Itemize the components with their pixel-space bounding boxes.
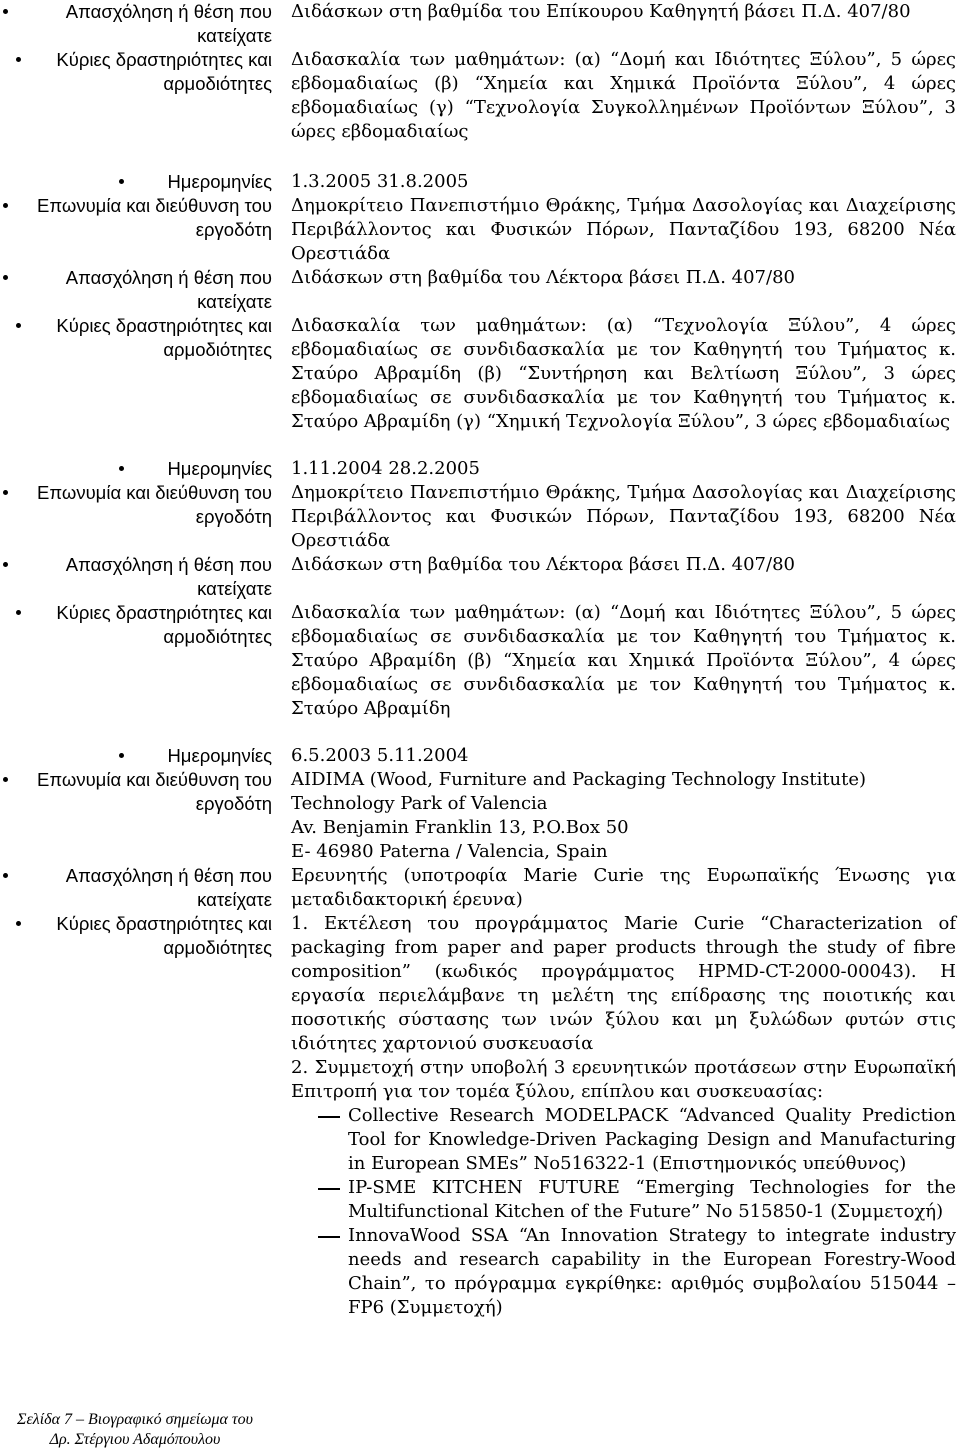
employer-line: AIDIMA (Wood, Furniture and Packaging Technology Institute) (291, 769, 867, 790)
employer-label: Επωνυμία και διεύθυνση του εργοδότη (0, 194, 272, 242)
dates-label: Ημερομηνίες (0, 457, 272, 481)
list-item (348, 1104, 956, 1176)
duty-paragraph: 1. Εκτέλεση του προγράμματος Marie Curie “Characterization of packaging from paper and paper products through the study of fibre composition” (κωδικός προγράμματος HPMD-CT-2000-00043). Η εργασία περιελάμβανε τη μελέτη της επίδρασης της ποιοτικής και ποσοτικής σύστασης των ινών ξύλου και μη ξυλώδων φυτών στις ιδιότητες χαρτονιού συσκευασία (291, 913, 956, 1054)
employer-row (0, 194, 960, 266)
employer-line: E- 46980 Paterna / Valencia, Spain (291, 841, 608, 862)
employer-label: Επωνυμία και διεύθυνση του εργοδότη (0, 481, 272, 529)
bullet-icon (16, 921, 21, 926)
bullet-icon (16, 323, 21, 328)
position-label: Απασχόληση ή θέση που κατείχατε (0, 864, 272, 912)
project-text: InnovaWood SSA “An Innovation Strategy to integrate industry needs and research capability in the European Forestry-Wood Chain”, το πρόγραμμα εγκρίθηκε: αριθμός συμβολαίου 515044 – FP6 (Συμμετοχή) (348, 1225, 956, 1318)
position-row (0, 0, 960, 48)
employer-row (0, 481, 960, 553)
employment-entry (0, 0, 960, 144)
duties-row (0, 48, 960, 144)
employer-row (0, 768, 960, 864)
bullet-icon (3, 490, 8, 495)
position-label: Απασχόληση ή θέση που κατείχατε (0, 553, 272, 601)
duties-label: Κύριες δραστηριότητες και αρμοδιότητες (0, 912, 272, 960)
duties-label: Κύριες δραστηριότητες και αρμοδιότητες (0, 601, 272, 649)
duties-row (0, 314, 960, 434)
dates-value: 1.3.2005 31.8.2005 (291, 171, 469, 192)
duties-value (291, 912, 956, 1320)
bullet-icon (3, 562, 8, 567)
dates-row (0, 170, 960, 194)
duties-value: Διδασκαλία των μαθημάτων: (α) “Δομή και Ιδιότητες Ξύλου”, 5 ώρες εβδομαδιαίως (β) “Χημεία και Χημικά Προϊόντα Ξύλου”, 4 ώρες εβδομαδιαίως (γ) “Τεχνολογία Συγκολλημένων Προϊόντων Ξύλου”, 3 ώρες εβδομαδιαίως (291, 49, 956, 142)
footer-page-line: Σελίδα 7 – Βιογραφικό σημείωμα του (16, 1411, 253, 1428)
bullet-icon (16, 57, 21, 62)
dash-icon (318, 1116, 340, 1118)
position-label: Απασχόληση ή θέση που κατείχατε (0, 0, 272, 48)
employment-entry (0, 457, 960, 721)
employment-entry (0, 170, 960, 434)
dash-icon (318, 1188, 340, 1190)
dates-row (0, 744, 960, 768)
dash-icon (318, 1236, 340, 1238)
employment-entry (0, 744, 960, 1320)
duties-value: Διδασκαλία των μαθημάτων: (α) “Δομή και Ιδιότητες Ξύλου”, 5 ώρες εβδομαδιαίως σε συνδιδασκαλία με τον Καθηγητή του Τμήματος κ. Σταύρο Αβραμίδη (β) “Χημεία και Χημικά Προϊόντα Ξύλου”, 4 ώρες εβδομαδιαίως σε συνδιδασκαλία με τον Καθηγητή του Τμήματος κ. Σταύρο Αβραμίδη (291, 602, 956, 719)
project-list (291, 1104, 956, 1320)
bullet-icon (3, 9, 8, 14)
employer-value: Δημοκρίτειο Πανεπιστήμιο Θράκης, Τμήμα Δασολογίας και Διαχείρισης Περιβάλλοντος και Φυσικών Πόρων, Πανταζίδου 193, 68200 Νέα Ορεστιάδα (291, 482, 956, 551)
dates-label: Ημερομηνίες (0, 744, 272, 768)
dates-row (0, 457, 960, 481)
duties-row (0, 601, 960, 721)
dates-value: 6.5.2003 5.11.2004 (291, 745, 469, 766)
employer-value (291, 768, 956, 864)
bullet-icon (16, 610, 21, 615)
duties-label: Κύριες δραστηριότητες και αρμοδιότητες (0, 314, 272, 362)
bullet-icon (3, 275, 8, 280)
employer-line: Technology Park of Valencia (291, 793, 548, 814)
position-value: Διδάσκων στη βαθμίδα του Λέκτορα βάσει Π.Δ. 407/80 (291, 554, 795, 575)
position-label: Απασχόληση ή θέση που κατείχατε (0, 266, 272, 314)
bullet-icon (3, 777, 8, 782)
bullet-icon (119, 753, 124, 758)
bullet-icon (119, 466, 124, 471)
bullet-icon (3, 873, 8, 878)
employer-value: Δημοκρίτειο Πανεπιστήμιο Θράκης, Τμήμα Δασολογίας και Διαχείρισης Περιβάλλοντος και Φυσικών Πόρων, Πανταζίδου 193, 68200 Νέα Ορεστιάδα (291, 195, 956, 264)
employer-line: Av. Benjamin Franklin 13, P.O.Box 50 (291, 817, 629, 838)
duty-paragraph: 2. Συμμετοχή στην υποβολή 3 ερευνητικών προτάσεων στην Ευρωπαϊκή Επιτροπή για τον τομέα ξύλου, επίπλου και συσκευασίας: (291, 1057, 956, 1102)
position-value: Διδάσκων στη βαθμίδα του Επίκουρου Καθηγητή βάσει Π.Δ. 407/80 (291, 1, 911, 22)
duties-label: Κύριες δραστηριότητες και αρμοδιότητες (0, 48, 272, 96)
project-text: Collective Research MODELPACK “Advanced Quality Prediction Tool for Knowledge-Driven Packaging Design and Manufacturing in European SMEs” No516322-1 (Επιστημονικός υπεύθυνος) (348, 1105, 956, 1174)
project-text: IP-SME KITCHEN FUTURE “Emerging Technologies for the Multifunctional Kitchen of the Future” No 515850-1 (Συμμετοχή) (348, 1177, 956, 1222)
page-footer (10, 1410, 260, 1450)
duties-value: Διδασκαλία των μαθημάτων: (α) “Τεχνολογία Ξύλου”, 4 ώρες εβδομαδιαίως σε συνδιδασκαλία με τον Καθηγητή του Τμήματος κ. Σταύρο Αβραμίδη (β) “Συντήρηση και Βελτίωση Ξύλου”, 3 ώρες εβδομαδιαίως σε συνδιδασκαλία με τον Καθηγητή του Τμήματος κ. Σταύρο Αβραμίδη (γ) “Χημική Τεχνολογία Ξύλου”, 3 ώρες εβδομαδιαίως (291, 315, 956, 432)
dates-value: 1.11.2004 28.2.2005 (291, 458, 480, 479)
dates-label: Ημερομηνίες (0, 170, 272, 194)
position-row (0, 864, 960, 912)
position-row (0, 266, 960, 314)
position-value: Διδάσκων στη βαθμίδα του Λέκτορα βάσει Π.Δ. 407/80 (291, 267, 795, 288)
position-row (0, 553, 960, 601)
list-item (348, 1224, 956, 1320)
position-value: Ερευνητής (υποτροφία Marie Curie της Ευρωπαϊκής Ένωσης για μεταδιδακτορική έρευνα) (291, 865, 956, 910)
list-item (348, 1176, 956, 1224)
bullet-icon (3, 203, 8, 208)
duties-row (0, 912, 960, 1320)
footer-author-line: Δρ. Στέργιου Αδαμόπουλου (49, 1431, 221, 1448)
employer-label: Επωνυμία και διεύθυνση του εργοδότη (0, 768, 272, 816)
bullet-icon (119, 179, 124, 184)
